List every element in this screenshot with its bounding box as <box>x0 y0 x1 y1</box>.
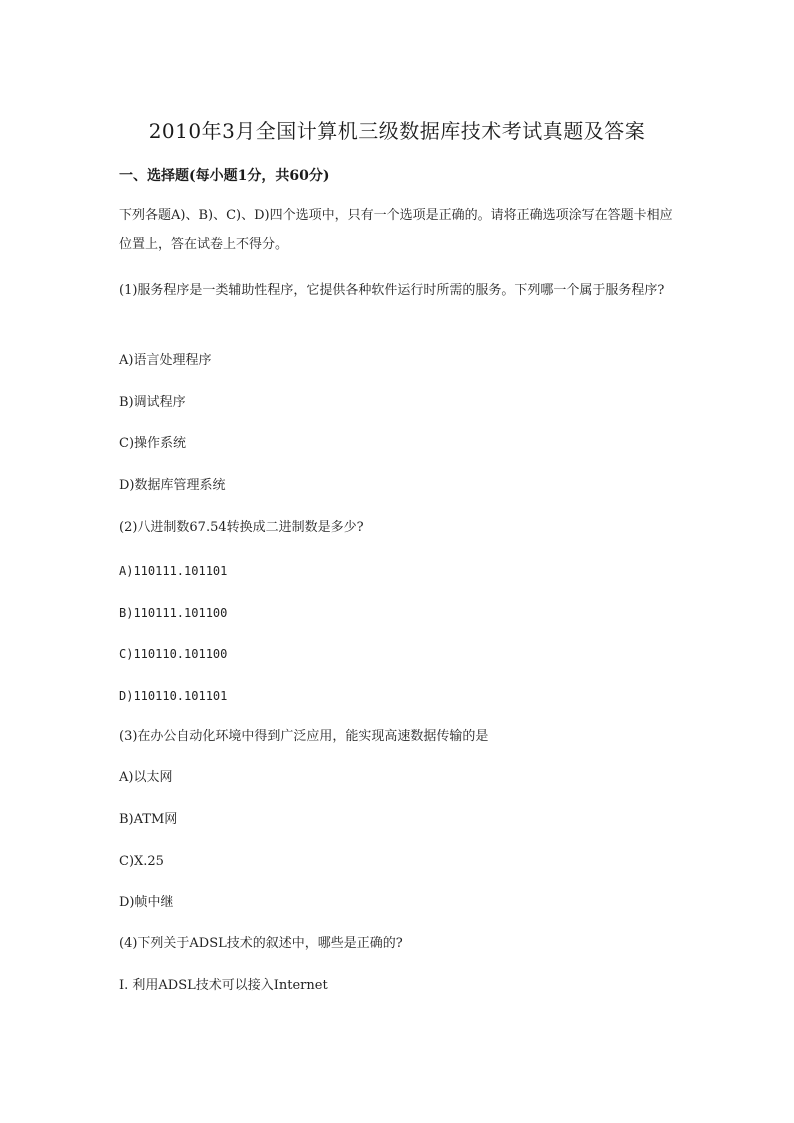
q3-option-a: A)以太网 <box>119 770 173 785</box>
q2-option-c: C)110110.101100 <box>119 647 228 661</box>
q1-option-a: A)语言处理程序 <box>119 353 212 368</box>
q3-option-b: B)ATM网 <box>119 812 178 827</box>
q2-option-b: B)110111.101100 <box>119 606 228 620</box>
q2-option-a: A)110111.101101 <box>119 564 228 578</box>
question-2: (2)八进制数67.54转换成二进制数是多少? <box>119 520 364 535</box>
question-1: (1)服务程序是一类辅助性程序，它提供各种软件运行时所需的服务。下列哪一个属于服务程序? <box>119 283 665 298</box>
document-title: 2010年3月全国计算机三级数据库技术考试真题及答案 <box>148 119 646 143</box>
q1-option-c: C)操作系统 <box>119 436 187 451</box>
q1-option-b: B)调试程序 <box>119 395 186 410</box>
q4-statement-1: Ⅰ. 利用ADSL技术可以接入Internet <box>119 978 328 993</box>
q1-option-d: D)数据库管理系统 <box>119 478 226 493</box>
instructions-paragraph: 下列各题A)、B)、C)、D)四个选项中，只有一个选项是正确的。请将正确选项涂写在答题卡相应位置上，答在试卷上不得分。 <box>119 208 673 252</box>
q2-option-d: D)110110.101101 <box>119 689 228 703</box>
section-heading: 一、选择题(每小题1分，共60分) <box>119 168 330 184</box>
q3-option-d: D)帧中继 <box>119 895 174 910</box>
q3-option-c: C)X.25 <box>119 854 164 869</box>
question-3: (3)在办公自动化环境中得到广泛应用，能实现高速数据传输的是 <box>119 729 489 744</box>
question-4: (4)下列关于ADSL技术的叙述中，哪些是正确的? <box>119 936 403 951</box>
